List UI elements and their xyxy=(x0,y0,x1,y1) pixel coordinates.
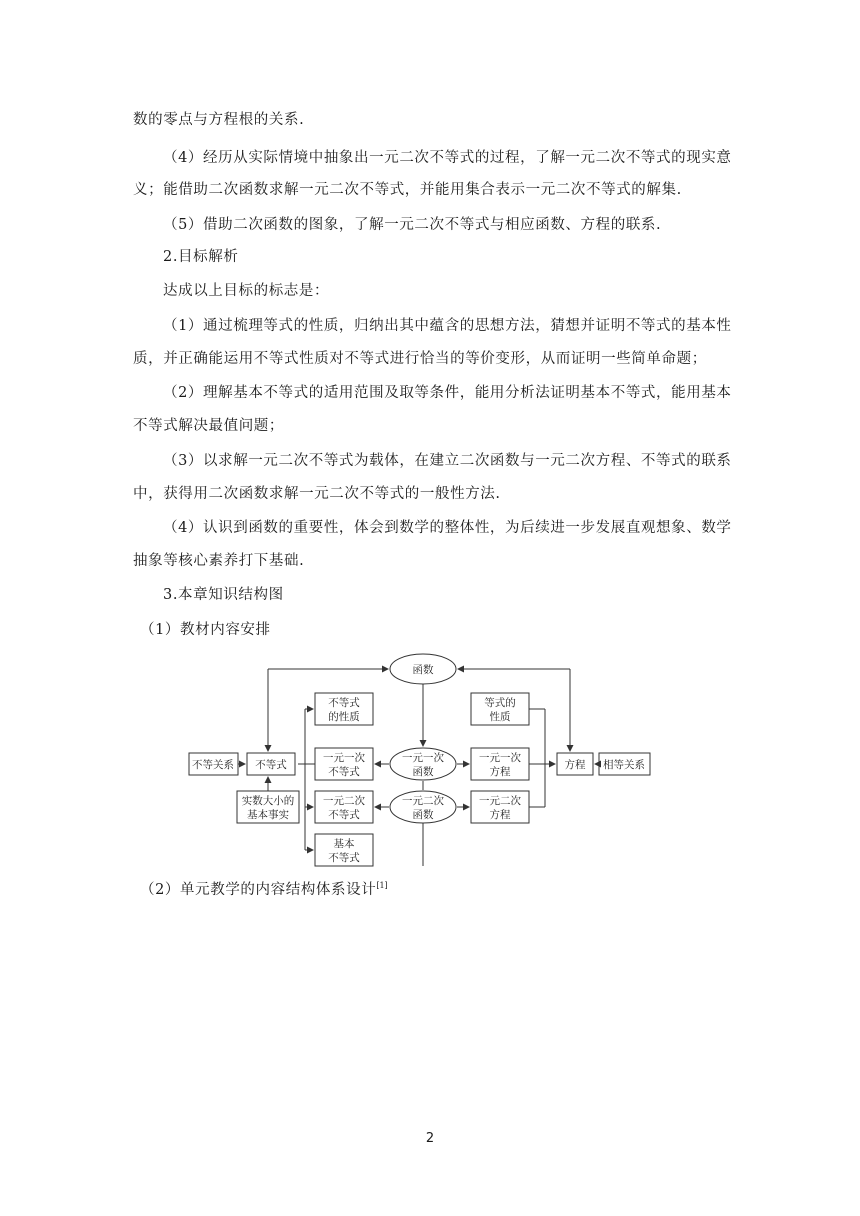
label-xiangdeng-guanxi: 相等关系 xyxy=(603,759,645,771)
label-budeng-guanxi: 不等关系 xyxy=(192,759,234,771)
label-dengshi-xingzhi-1: 等式的 xyxy=(484,697,516,709)
sub-heading: （1）教材内容安排 xyxy=(140,622,271,638)
label-budengshi-xingzhi-2: 的性质 xyxy=(328,711,360,723)
paragraph-line: 义；能借助二次函数求解一元二次不等式，并能用集合表示一元二次不等式的解集. xyxy=(133,182,682,198)
label-shishu-2: 基本事实 xyxy=(247,809,289,821)
paragraph-line: （1）通过梳理等式的性质，归纳出其中蕴含的思想方法，猜想并证明不等式的基本性 xyxy=(163,318,732,334)
label-yiyuan-yici-fangcheng-1: 一元一次 xyxy=(479,752,521,764)
label-shishu-1: 实数大小的 xyxy=(241,795,295,807)
label-yiyuan-erci-hanshu-1: 一元二次 xyxy=(402,795,444,807)
label-yiyuan-erci-budengshi-1: 一元二次 xyxy=(323,795,365,807)
knowledge-structure-diagram xyxy=(185,650,655,870)
paragraph-line: 达成以上目标的标志是： xyxy=(163,283,330,299)
paragraph-line: （4）经历从实际情境中抽象出一元二次不等式的过程，了解一元二次不等式的现实意 xyxy=(163,150,732,166)
label-yiyuan-erci-hanshu-2: 函数 xyxy=(412,809,434,821)
page-number: 2 xyxy=(425,1131,435,1146)
label-yiyuan-yici-budengshi-2: 不等式 xyxy=(328,766,360,778)
paragraph-line: 数的零点与方程根的关系. xyxy=(133,112,305,128)
paragraph-line: （3）以求解一元二次不等式为载体，在建立二次函数与一元二次方程、不等式的联系 xyxy=(163,453,732,469)
label-jiben-budengshi-2: 不等式 xyxy=(328,852,360,864)
paragraph-line: 质，并正确能运用不等式性质对不等式进行恰当的等价变形，从而证明一些简单命题； xyxy=(133,351,707,367)
paragraph-line: （5）借助二次函数的图象，了解一元二次不等式与相应函数、方程的联系. xyxy=(163,217,662,233)
label-fangcheng: 方程 xyxy=(564,759,586,771)
label-yiyuan-yici-hanshu-1: 一元一次 xyxy=(402,752,444,764)
section-heading: 2.目标解析 xyxy=(163,249,239,265)
label-yiyuan-erci-budengshi-2: 不等式 xyxy=(328,809,360,821)
label-yiyuan-yici-hanshu-2: 函数 xyxy=(412,766,434,778)
paragraph-line: 中，获得用二次函数求解一元二次不等式的一般性方法. xyxy=(133,486,501,502)
footnote-ref: [1] xyxy=(376,881,388,890)
label-yiyuan-yici-budengshi-1: 一元一次 xyxy=(323,752,365,764)
paragraph-line: （2）理解基本不等式的适用范围及取等条件，能用分析法证明基本不等式，能用基本 xyxy=(163,385,732,401)
label-yiyuan-erci-fangcheng-1: 一元二次 xyxy=(479,795,521,807)
paragraph-line: 抽象等核心素养打下基础. xyxy=(133,553,305,569)
paragraph-line: 不等式解决最值问题； xyxy=(133,418,284,434)
label-yiyuan-yici-fangcheng-2: 方程 xyxy=(489,766,511,778)
label-dengshi-xingzhi-2: 性质 xyxy=(489,711,511,723)
label-budengshi-xingzhi-1: 不等式 xyxy=(328,697,360,709)
section-heading: 3.本章知识结构图 xyxy=(163,587,284,603)
sub-heading xyxy=(140,876,388,900)
paragraph-line: （4）认识到函数的重要性，体会到数学的整体性，为后续进一步发展直观想象、数学 xyxy=(163,520,732,536)
label-budengshi: 不等式 xyxy=(255,759,287,771)
label-yiyuan-erci-fangcheng-2: 方程 xyxy=(489,809,511,821)
sub-heading-text: （2）单元教学的内容结构体系设计 xyxy=(140,881,377,898)
label-hanshu: 函数 xyxy=(412,664,434,676)
label-jiben-budengshi-1: 基本 xyxy=(333,838,355,850)
